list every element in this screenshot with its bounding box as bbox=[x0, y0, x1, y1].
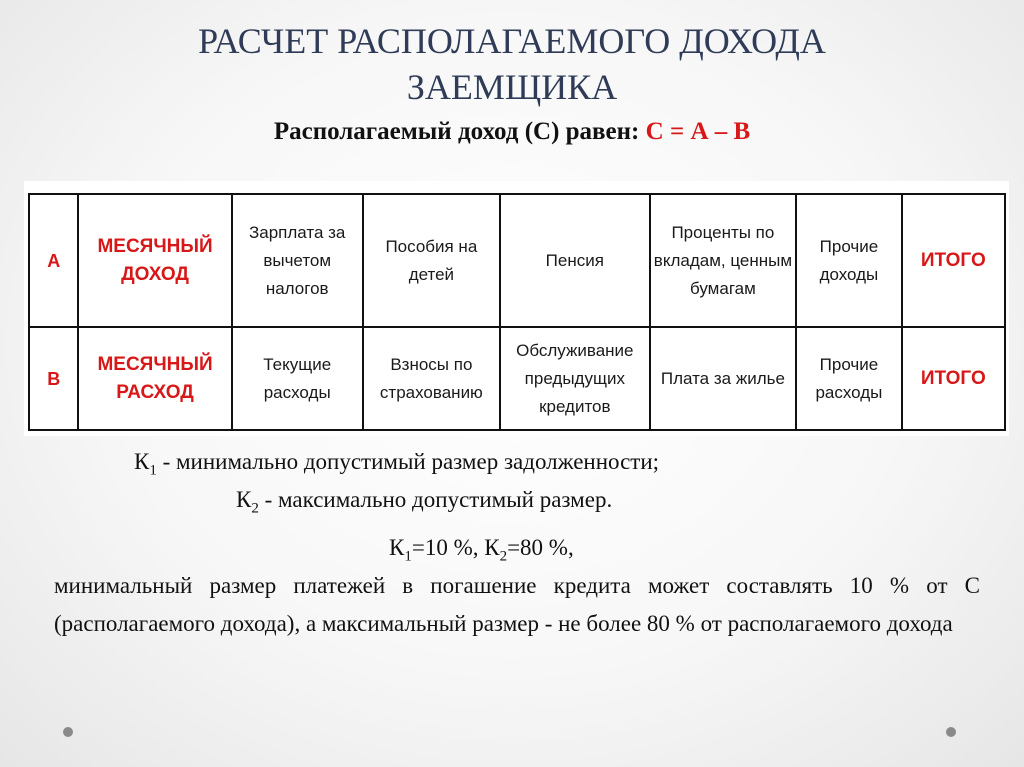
k1-definition bbox=[134, 449, 659, 480]
k1-index: 1 bbox=[149, 462, 157, 479]
table-cell: Обслуживание предыдущих кредитов bbox=[500, 327, 649, 430]
row-total: ИТОГО bbox=[902, 194, 1005, 327]
table-cell: Текущие расходы bbox=[232, 327, 363, 430]
title-line-2: ЗАЕМЩИКА bbox=[406, 67, 618, 107]
table-cell: Зарплата за вычетом налогов bbox=[232, 194, 363, 327]
row-letter: В bbox=[29, 327, 78, 430]
row-letter: А bbox=[29, 194, 78, 327]
formula: С = А – В bbox=[645, 118, 751, 145]
k2-index: 2 bbox=[251, 500, 259, 517]
table-cell: Проценты по вкладам, ценным бумагам bbox=[650, 194, 797, 327]
table-cell: Прочие доходы bbox=[796, 194, 901, 327]
k2-symbol: К bbox=[236, 487, 252, 512]
table-row bbox=[29, 327, 1005, 430]
row-total: ИТОГО bbox=[902, 327, 1005, 430]
corner-dot-right bbox=[946, 727, 956, 737]
title-line-1: РАСЧЕТ РАСПОЛАГАЕМОГО ДОХОДА bbox=[198, 21, 826, 61]
k1-text: - минимально допустимый размер задолженности; bbox=[156, 449, 660, 474]
table-cell: Прочие расходы bbox=[796, 327, 901, 430]
k1-value-symbol: К bbox=[389, 535, 405, 560]
row-category: МЕСЯЧНЫЙ ДОХОД bbox=[78, 194, 231, 327]
k1-symbol: К bbox=[134, 449, 150, 474]
k-values bbox=[389, 535, 574, 566]
table-cell: Пенсия bbox=[500, 194, 649, 327]
slide-title bbox=[0, 18, 1024, 110]
k1-value-index: 1 bbox=[404, 548, 412, 565]
subtitle bbox=[0, 118, 1024, 146]
income-expense-table bbox=[28, 193, 1006, 431]
row-category: МЕСЯЧНЫЙ РАСХОД bbox=[78, 327, 231, 430]
k2-value-index: 2 bbox=[499, 548, 508, 565]
explanation-paragraph: минимальный размер платежей в погашение кредита может составлять 10 % от С (располагаемого дохода), а максимальный размер - не более 80 % от располагаемого дохода bbox=[54, 573, 980, 636]
table-cell: Пособия на детей bbox=[363, 194, 500, 327]
corner-dot-left bbox=[63, 727, 73, 737]
table-cell: Плата за жилье bbox=[650, 327, 797, 430]
k2-value-symbol: К bbox=[484, 535, 500, 560]
table-cell: Взносы по страхованию bbox=[363, 327, 500, 430]
k1-value: =10 %, bbox=[411, 535, 485, 560]
income-expense-table-panel bbox=[24, 181, 1009, 436]
k2-definition bbox=[236, 487, 612, 518]
k2-value: =80 %, bbox=[507, 535, 574, 560]
subtitle-text: Располагаемый доход (С) равен: bbox=[273, 118, 646, 145]
table-row bbox=[29, 194, 1005, 327]
k2-text: - максимально допустимый размер. bbox=[258, 487, 613, 512]
